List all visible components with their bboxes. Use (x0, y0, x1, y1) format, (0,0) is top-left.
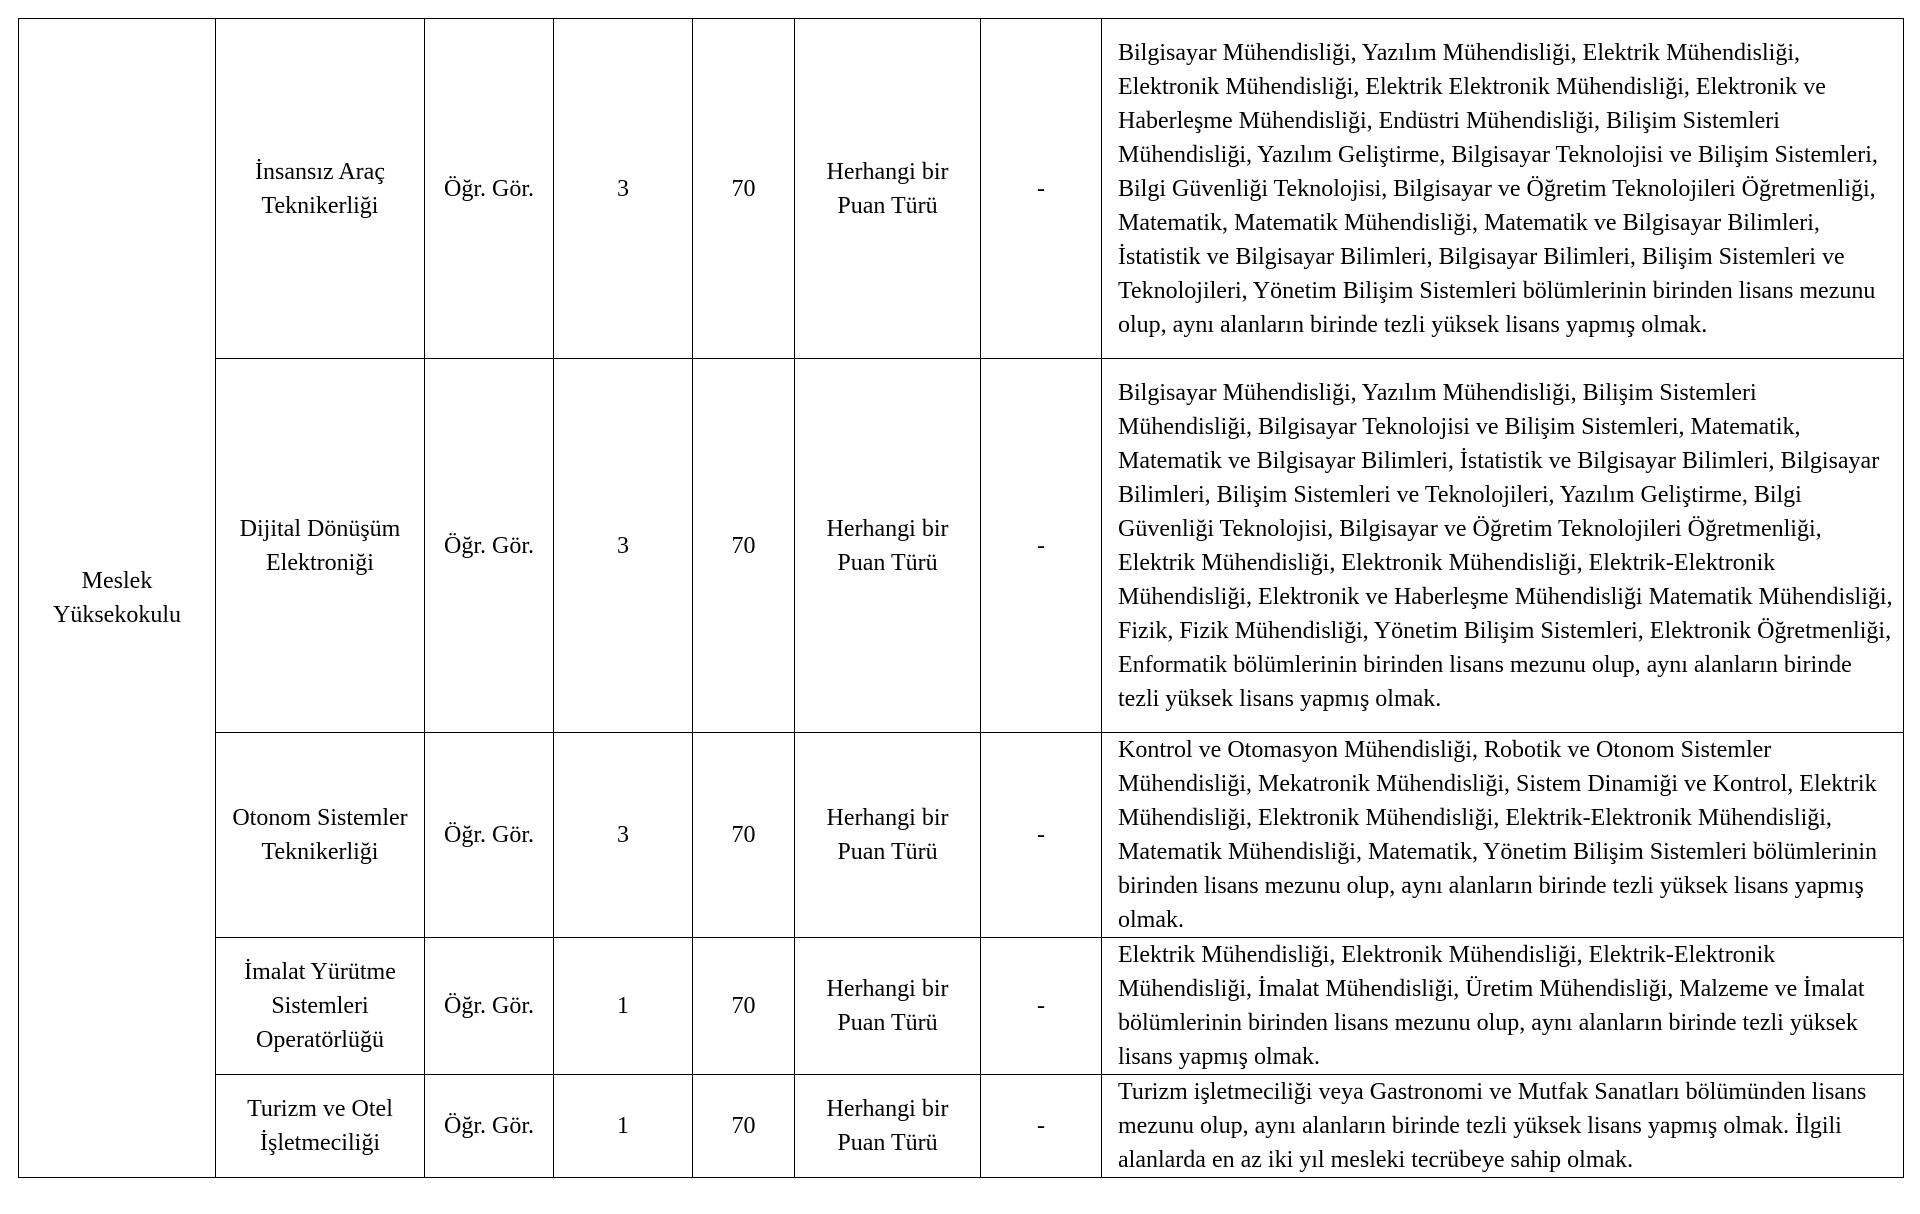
conditions-cell: Elektrik Mühendisliği, Elektronik Mühendisliği, Elektrik-Elektronik Mühendisliği, İmalat Mühendisliği, Üretim Mühendisliği, Malzeme ve İmalat bölümlerinin birinden lisans mezunu olup, aynı alanların birinde tezli yüksek lisans yapmış olmak. (1102, 938, 1904, 1075)
program-cell: İmalat Yürütme Sistemleri Operatörlüğü (216, 938, 425, 1075)
extra-cell: - (981, 938, 1102, 1075)
positions-table (18, 18, 1904, 1178)
conditions-cell: Bilgisayar Mühendisliği, Yazılım Mühendisliği, Elektrik Mühendisliği, Elektronik Mühendisliği, Elektrik Elektronik Mühendisliği, Elektronik ve Haberleşme Mühendisliği, Endüstri Mühendisliği, Bilişim Sistemleri Mühendisliği, Yazılım Geliştirme, Bilgisayar Teknolojisi ve Bilişim Sistemleri, Bilgi Güvenliği Teknolojisi, Bilgisayar ve Öğretim Teknolojileri Öğretmenliği, Matematik, Matematik Mühendisliği, Matematik ve Bilgisayar Bilimleri, İstatistik ve Bilgisayar Bilimleri, Bilgisayar Bilimleri, Bilişim Sistemleri ve Teknolojileri, Yönetim Bilişim Sistemleri bölümlerinin birinden lisans mezunu olup, aynı alanların birinde tezli yüksek lisans yapmış olmak. (1102, 19, 1904, 359)
extra-cell: - (981, 1075, 1102, 1178)
score-type-cell: Herhangi bir Puan Türü (795, 359, 981, 733)
conditions-cell: Turizm işletmeciliği veya Gastronomi ve Mutfak Sanatları bölümünden lisans mezunu olup, aynı alanların birinde tezli yüksek lisans yapmış olmak. İlgili alanlarda en az iki yıl mesleki tecrübeye sahip olmak. (1102, 1075, 1904, 1178)
program-cell: Otonom Sistemler Teknikerliği (216, 733, 425, 938)
table-row (19, 733, 1904, 938)
score-type-cell: Herhangi bir Puan Türü (795, 1075, 981, 1178)
conditions-cell: Kontrol ve Otomasyon Mühendisliği, Robotik ve Otonom Sistemler Mühendisliği, Mekatronik Mühendisliği, Sistem Dinamiği ve Kontrol, Elektrik Mühendisliği, Elektronik Mühendisliği, Elektrik-Elektronik Mühendisliği, Matematik Mühendisliği, Matematik, Yönetim Bilişim Sistemleri bölümlerinin birinden lisans mezunu olup, aynı alanların birinde tezli yüksek lisans yapmış olmak. (1102, 733, 1904, 938)
title-cell: Öğr. Gör. (425, 733, 554, 938)
count-cell: 1 (554, 938, 693, 1075)
extra-cell: - (981, 19, 1102, 359)
title-cell: Öğr. Gör. (425, 938, 554, 1075)
table-row (19, 938, 1904, 1075)
score-cell: 70 (693, 19, 795, 359)
score-cell: 70 (693, 1075, 795, 1178)
program-cell: Turizm ve Otel İşletmeciliği (216, 1075, 425, 1178)
table-row (19, 19, 1904, 359)
conditions-cell: Bilgisayar Mühendisliği, Yazılım Mühendisliği, Bilişim Sistemleri Mühendisliği, Bilgisayar Teknolojisi ve Bilişim Sistemleri, Matematik, Matematik ve Bilgisayar Bilimleri, İstatistik ve Bilgisayar Bilimleri, Bilgisayar Bilimleri, Bilişim Sistemleri ve Teknolojileri, Yazılım Geliştirme, Bilgi Güvenliği Teknolojisi, Bilgisayar ve Öğretim Teknolojileri Öğretmenliği, Elektrik Mühendisliği, Elektronik Mühendisliği, Elektrik-Elektronik Mühendisliği, Elektronik ve Haberleşme Mühendisliği Matematik Mühendisliği, Fizik, Fizik Mühendisliği, Yönetim Bilişim Sistemleri, Elektronik Öğretmenliği, Enformatik bölümlerinin birinden lisans mezunu olup, aynı alanların birinde tezli yüksek lisans yapmış olmak. (1102, 359, 1904, 733)
table-row (19, 359, 1904, 733)
staff-announcement-table (18, 18, 1903, 1178)
extra-cell: - (981, 359, 1102, 733)
table-row (19, 1075, 1904, 1178)
score-cell: 70 (693, 938, 795, 1075)
extra-cell: - (981, 733, 1102, 938)
count-cell: 1 (554, 1075, 693, 1178)
count-cell: 3 (554, 359, 693, 733)
count-cell: 3 (554, 733, 693, 938)
score-cell: 70 (693, 733, 795, 938)
program-cell: Dijital Dönüşüm Elektroniği (216, 359, 425, 733)
program-cell: İnsansız Araç Teknikerliği (216, 19, 425, 359)
title-cell: Öğr. Gör. (425, 19, 554, 359)
score-type-cell: Herhangi bir Puan Türü (795, 938, 981, 1075)
title-cell: Öğr. Gör. (425, 359, 554, 733)
count-cell: 3 (554, 19, 693, 359)
unit-cell: Meslek Yüksekokulu (19, 19, 216, 1178)
score-type-cell: Herhangi bir Puan Türü (795, 19, 981, 359)
score-type-cell: Herhangi bir Puan Türü (795, 733, 981, 938)
title-cell: Öğr. Gör. (425, 1075, 554, 1178)
score-cell: 70 (693, 359, 795, 733)
